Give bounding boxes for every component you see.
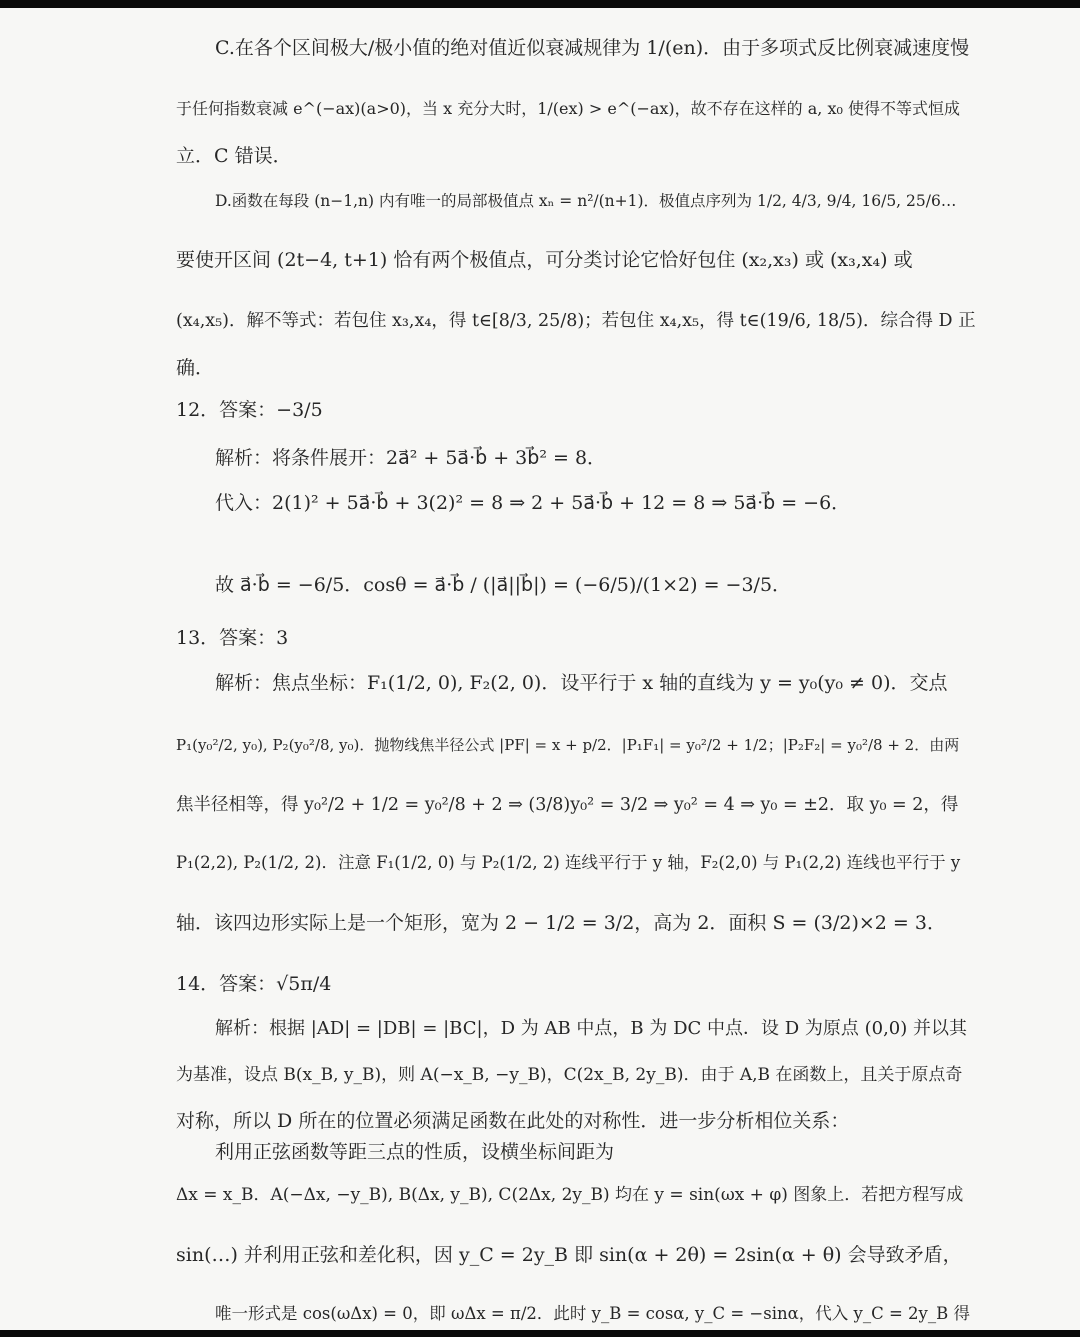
- text-line: C.在各个区间极大/极小值的绝对值近似衰减规律为 1/(en)．由于多项式反比例衰减速度慢: [215, 37, 970, 59]
- text-line: 故 a⃗·b⃗ = −6/5．cosθ = a⃗·b⃗ / (|a⃗||b⃗|) = (−6/5)/(1×2) = −3/5．: [215, 574, 792, 596]
- text-line: 焦半径相等，得 y₀²/2 + 1/2 = y₀²/8 + 2 ⇒ (3/8)y₀² = 3/2 ⇒ y₀² = 4 ⇒ y₀ = ±2．取 y₀ = 2，得: [176, 795, 959, 815]
- text-line: sin(…) 并利用正弦和差化积，因 y_C = 2y_B 即 sin(α + 2θ) = 2sin(α + θ) 会导致矛盾，: [176, 1244, 962, 1266]
- text-line: 解析：根据 |AD| = |DB| = |BC|，D 为 AB 中点，B 为 DC 中点．设 D 为原点 (0,0) 并以其: [215, 1018, 967, 1039]
- text-line: P₁(2,2), P₂(1/2, 2)．注意 F₁(1/2, 0) 与 P₂(1/2, 2) 连线平行于 y 轴，F₂(2,0) 与 P₁(2,2) 连线也平行于 y: [176, 853, 961, 872]
- text-line: P₁(y₀²/2, y₀), P₂(y₀²/8, y₀)．抛物线焦半径公式 |PF| = x + p/2．|P₁F₁| = y₀²/2 + 1/2；|P₂F₂| = y₀²/8 + 2．由两: [176, 736, 960, 754]
- answer-12-heading: 12．答案：−3/5: [176, 399, 323, 421]
- text-line: 于任何指数衰减 e^(−ax)(a>0)，当 x 充分大时，1/(ex) > e^(−ax)，故不存在这样的 a, x₀ 使得不等式恒成: [176, 99, 960, 118]
- bottom-edge-bar: [0, 1330, 1080, 1337]
- text-line: 代入：2(1)² + 5a⃗·b⃗ + 3(2)² = 8 ⇒ 2 + 5a⃗·b⃗ + 12 = 8 ⇒ 5a⃗·b⃗ = −6．: [215, 492, 851, 514]
- text-line: 解析：焦点坐标：F₁(1/2, 0), F₂(2, 0)．设平行于 x 轴的直线为 y = y₀(y₀ ≠ 0)．交点: [215, 672, 948, 694]
- top-edge-bar: [0, 0, 1080, 8]
- text-line: 唯一形式是 cos(ωΔx) = 0，即 ωΔx = π/2．此时 y_B = cosα, y_C = −sinα，代入 y_C = 2y_B 得: [215, 1304, 970, 1323]
- text-line: 轴．该四边形实际上是一个矩形，宽为 2 − 1/2 = 3/2，高为 2．面积 S = (3/2)×2 = 3．: [176, 912, 946, 934]
- text-line: 要使开区间 (2t−4, t+1) 恰有两个极值点，可分类讨论它恰好包住 (x₂,x₃) 或 (x₃,x₄) 或: [176, 249, 913, 271]
- text-line: 对称，所以 D 所在的位置必须满足函数在此处的对称性．进一步分析相位关系：: [176, 1110, 850, 1132]
- text-line: D.函数在每段 (n−1,n) 内有唯一的局部极值点 xₙ = n²/(n+1)．极值点序列为 1/2, 4/3, 9/4, 16/5, 25/6…: [215, 192, 957, 210]
- text-line: 为基准，设点 B(x_B, y_B)，则 A(−x_B, −y_B)，C(2x_B, 2y_B)．由于 A,B 在函数上，且关于原点奇: [176, 1065, 963, 1085]
- answer-13-heading: 13．答案：3: [176, 627, 289, 649]
- text-line: 确．: [176, 357, 215, 379]
- text-line: 利用正弦函数等距三点的性质，设横坐标间距为: [215, 1141, 615, 1163]
- answer-14-heading: 14．答案：√5π/4: [176, 973, 332, 995]
- text-line: 解析：将条件展开：2a⃗² + 5a⃗·b⃗ + 3b⃗² = 8．: [215, 447, 607, 469]
- text-line: Δx = x_B．A(−Δx, −y_B), B(Δx, y_B), C(2Δx, 2y_B) 均在 y = sin(ωx + φ) 图象上．若把方程写成: [176, 1185, 964, 1205]
- text-line: 立．C 错误．: [176, 145, 292, 167]
- text-line: (x₄,x₅)．解不等式：若包住 x₃,x₄，得 t∈[8/3, 25/8)；若包住 x₄,x₅，得 t∈(19/6, 18/5)．综合得 D 正: [176, 311, 976, 331]
